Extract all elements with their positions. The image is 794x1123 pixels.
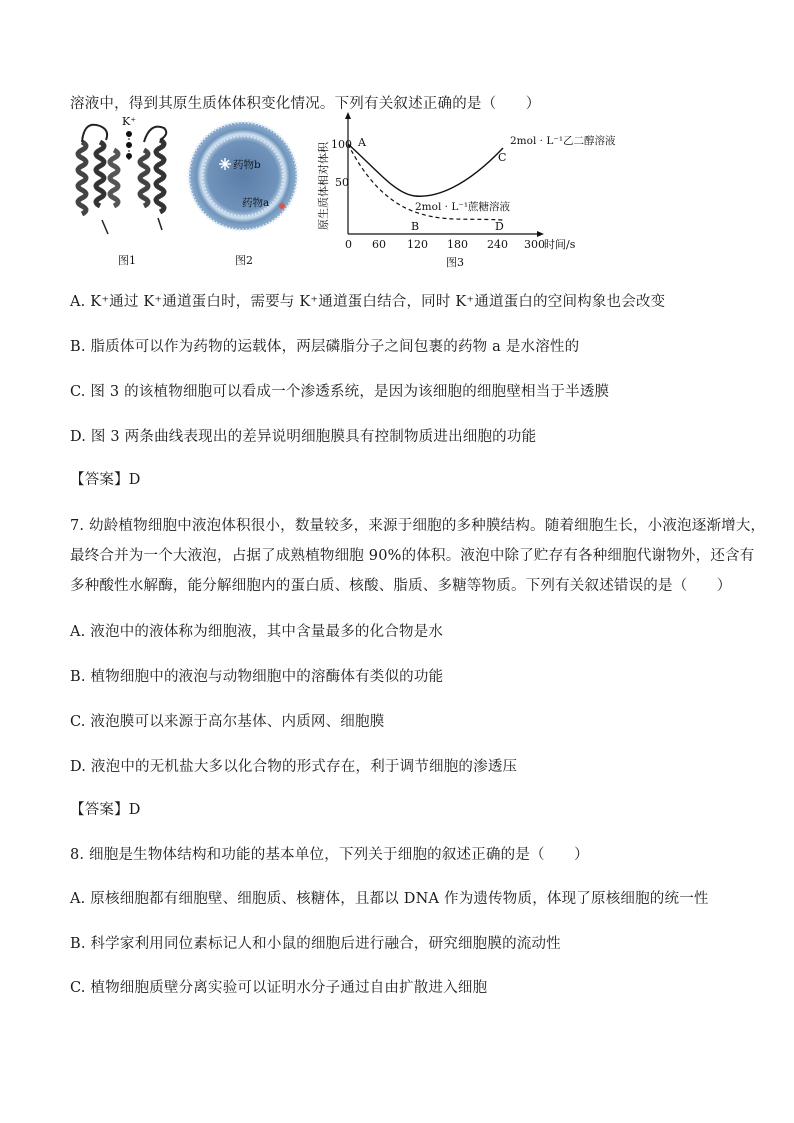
q7-stem-line-2: 最终合并为一个大液泡，占据了成熟植物细胞 90%的体积。液泡中除了贮存有各种细胞代谢物外，还含有	[70, 548, 755, 564]
point-d-label: D	[495, 220, 504, 233]
figure-2-liposome	[185, 112, 305, 272]
figure-2-caption: 图2	[235, 254, 253, 267]
x-tick-60: 60	[372, 238, 386, 251]
x-tick-240: 240	[487, 238, 508, 251]
q7-answer: 【答案】D	[70, 802, 141, 818]
ethylene-glycol-curve	[348, 144, 503, 196]
y-tick-50: 50	[335, 176, 349, 189]
q6-stem-tail: 溶液中，得到其原生质体体积变化情况。下列有关叙述正确的是（ ）	[70, 96, 541, 112]
q6-answer: 【答案】D	[70, 472, 141, 488]
q6-option-a: A. K⁺通过 K⁺通道蛋白时，需要与 K⁺通道蛋白结合，同时 K⁺通道蛋白的空间构象也会改变	[70, 294, 666, 310]
q7-option-b: B. 植物细胞中的液泡与动物细胞中的溶酶体有类似的功能	[70, 669, 444, 685]
q6-option-c: C. 图 3 的该植物细胞可以看成一个渗透系统，是因为该细胞的细胞壁相当于半透膜	[70, 384, 610, 400]
q6-option-d: D. 图 3 两条曲线表现出的差异说明细胞膜具有控制物质进出细胞的功能	[70, 429, 537, 445]
x-tick-120: 120	[407, 238, 428, 251]
q8-option-a: A. 原核细胞都有细胞壁、细胞质、核糖体，且都以 DNA 作为遗传物质，体现了原核细胞的统一性	[70, 891, 709, 907]
q6-option-b: B. 脂质体可以作为药物的运载体，两层磷脂分子之间包裹的药物 a 是水溶性的	[70, 339, 580, 355]
y-axis-label: 原生质体相对体积	[317, 142, 330, 230]
q7-stem-line-3: 多种酸性水解酶，能分解细胞内的蛋白质、核酸、脂质、多糖等物质。下列有关叙述错误的是（ ）	[70, 578, 732, 594]
origin-label: 0	[345, 238, 352, 251]
q8-stem: 8. 细胞是生物体结构和功能的基本单位，下列关于细胞的叙述正确的是（ ）	[70, 847, 589, 863]
q7-stem-line-1: 7. 幼龄植物细胞中液泡体积很小，数量较多，来源于细胞的多种膜结构。随着细胞生长，小液泡逐渐增大，	[70, 518, 766, 534]
q8-option-b: B. 科学家利用同位素标记人和小鼠的细胞后进行融合，研究细胞膜的流动性	[70, 936, 561, 952]
point-c-label: C	[498, 151, 507, 164]
channel-protein-drawing	[78, 125, 166, 234]
figure-3-chart	[315, 108, 645, 273]
point-a-label: A	[358, 136, 366, 149]
drug-a-label: 药物a	[242, 197, 270, 209]
point-b-label: B	[411, 220, 420, 233]
x-axis-label: 时间/s	[544, 238, 576, 251]
x-tick-300: 300	[524, 238, 545, 251]
q7-option-c: C. 液泡膜可以来源于高尔基体、内质网、细胞膜	[70, 714, 385, 730]
q7-option-a: A. 液泡中的液体称为细胞液，其中含量最多的化合物是水	[70, 624, 444, 640]
sucrose-label: 2mol · L⁻¹蔗糖溶液	[415, 201, 511, 213]
figure-3-caption: 图3	[446, 256, 464, 269]
q8-option-c: C. 植物细胞质壁分离实验可以证明水分子通过自由扩散进入细胞	[70, 980, 488, 996]
figure-1-caption: 图1	[118, 254, 136, 267]
drug-b-label: 药物b	[233, 159, 261, 171]
q7-option-d: D. 液泡中的无机盐大多以化合物的形式存在，利于调节细胞的渗透压	[70, 759, 518, 775]
figure-1-channel-protein	[72, 112, 182, 272]
y-tick-100: 100	[331, 138, 352, 151]
k-ion-label: K⁺	[122, 115, 137, 128]
ethylene-glycol-label: 2mol · L⁻¹乙二醇溶液	[510, 135, 616, 147]
x-tick-180: 180	[447, 238, 468, 251]
drug-a-marker	[279, 203, 285, 209]
